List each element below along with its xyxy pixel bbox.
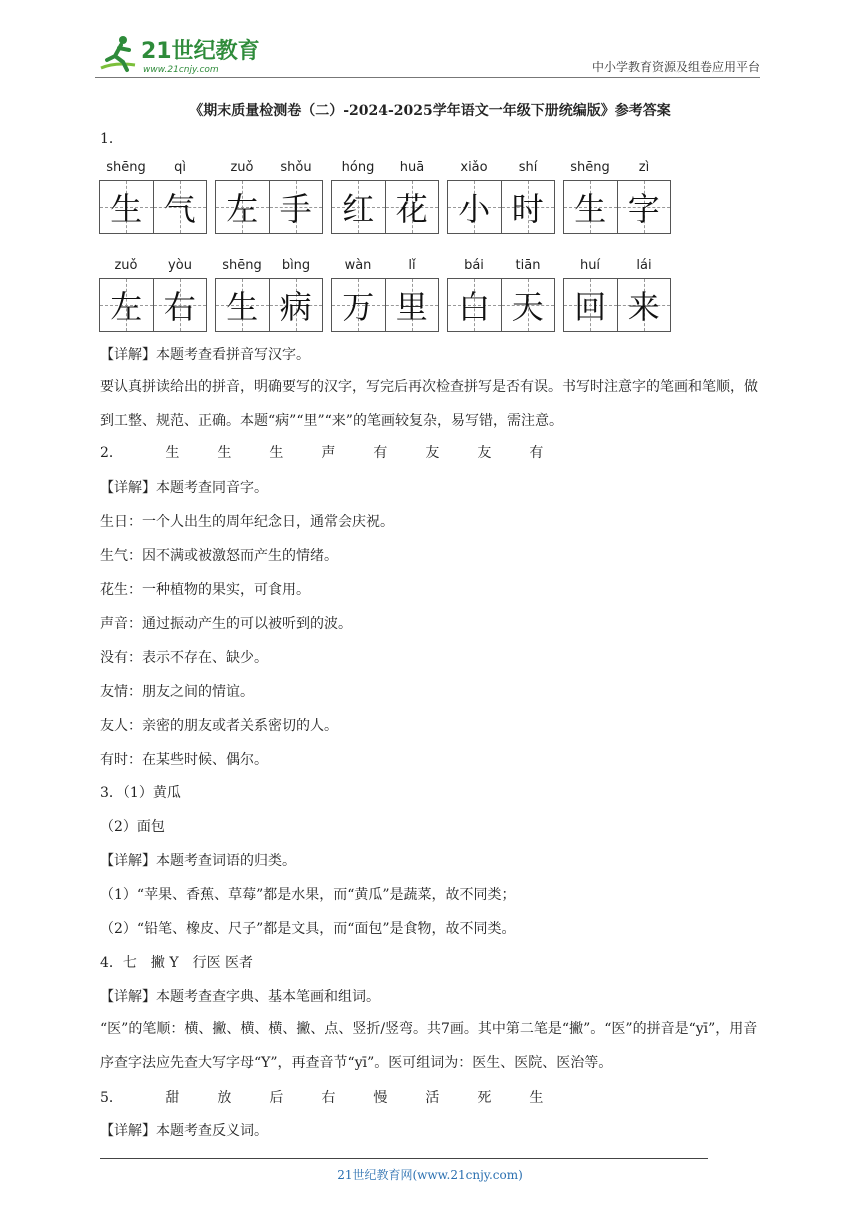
tian-grid-cell	[332, 279, 386, 331]
pinyin-label: bìng	[281, 258, 311, 273]
q2-word-definition: 没有：表示不存在、缺少。	[100, 650, 268, 666]
pinyin-label: shǒu	[280, 160, 312, 175]
q1-number: 1．	[100, 131, 123, 147]
tian-grid-cell	[502, 181, 555, 233]
q2-word-definition: 声音：通过振动产生的可以被听到的波。	[100, 616, 352, 632]
answer-char: 生	[217, 445, 232, 461]
q2-word-definition: 生气：因不满或被激怒而产生的情绪。	[100, 548, 338, 564]
q5-detail: 【详解】本题考查反义词。	[100, 1123, 268, 1139]
hanzi-answer: 左	[226, 190, 259, 228]
tian-grid-cell	[270, 181, 323, 233]
tian-grid-cell	[386, 181, 439, 233]
tian-grid-cell	[564, 279, 618, 331]
q5-answer-line	[100, 1089, 543, 1107]
hanzi-answer: 生	[110, 190, 143, 228]
hanzi-answer: 右	[163, 288, 196, 326]
pinyin-label: lái	[636, 258, 652, 273]
q4-detail: 【详解】本题考查查字典、基本笔画和组词。	[100, 989, 380, 1005]
pinyin-grid-pair	[215, 160, 323, 234]
q2-detail: 【详解】本题考查同音字。	[100, 480, 268, 496]
answer-char: 生	[269, 445, 284, 461]
tian-grid-cell	[100, 279, 154, 331]
pinyin-grid-pair	[447, 258, 555, 332]
q2-word-definition: 生日：一个人出生的周年纪念日，通常会庆祝。	[100, 514, 394, 530]
q5-number: 5．	[100, 1090, 123, 1106]
q3-explain-2: （2）“铅笔、橡皮、尺子”都是文具，而“面包”是食物，故不同类。	[100, 921, 516, 937]
tian-grid-cell	[502, 279, 555, 331]
tian-grid-cell	[448, 181, 502, 233]
hanzi-answer: 字	[627, 190, 660, 228]
hanzi-answer: 红	[342, 190, 375, 228]
pinyin-label: zì	[638, 160, 650, 175]
tian-grid-cell	[332, 181, 386, 233]
tian-grid-cell	[618, 279, 671, 331]
pinyin-grid-pair	[331, 258, 439, 332]
hanzi-answer: 气	[163, 190, 196, 228]
tian-grid-cell	[216, 181, 270, 233]
runner-logo-icon	[95, 32, 265, 76]
answer-char: 有	[373, 445, 388, 461]
hanzi-answer: 时	[511, 190, 544, 228]
tian-grid-cell	[386, 279, 439, 331]
header-divider	[95, 77, 760, 78]
hanzi-answer: 生	[574, 190, 607, 228]
document-title: 《期末质量检测卷（二）-2024-2025学年语文一年级下册统编版》参考答案	[189, 103, 671, 119]
pinyin-label: huí	[579, 258, 601, 273]
answer-char: 友	[477, 445, 492, 461]
pinyin-grid-pair	[99, 258, 207, 332]
answer-char: 甜	[165, 1090, 180, 1106]
q1-detail: 【详解】本题考查看拼音写汉字。	[100, 347, 310, 363]
q1-explanation: 要认真拼读给出的拼音，明确要写的汉字，写完后再次检查拼写是否有误。书写时注意字的笔画和笔顺，做到工整、规范、正确。本题“病”“里”“来”的笔画较复杂，易写错，需注意。	[100, 379, 758, 429]
q2-word-definition: 友人：亲密的朋友或者关系密切的人。	[100, 718, 338, 734]
hanzi-answer: 回	[574, 288, 607, 326]
hanzi-answer: 生	[226, 288, 259, 326]
answer-char: 生	[529, 1090, 544, 1106]
pinyin-label: wàn	[344, 258, 372, 273]
hanzi-answer: 天	[511, 288, 544, 326]
pinyin-label: shēng	[222, 258, 262, 273]
logo-text: 21世纪教育	[141, 39, 260, 64]
page-header	[95, 30, 760, 80]
q2-word-definition: 花生：一种植物的果实，可食用。	[100, 582, 310, 598]
q1-grid-row-2	[99, 258, 671, 332]
hanzi-answer: 来	[627, 288, 660, 326]
pinyin-grid-pair	[215, 258, 323, 332]
tian-grid-cell	[216, 279, 270, 331]
answer-char: 活	[425, 1090, 440, 1106]
q2-answers	[127, 444, 543, 462]
tian-grid-cell	[154, 279, 207, 331]
pinyin-grid-pair	[99, 160, 207, 234]
pinyin-label: zuǒ	[230, 160, 254, 175]
pinyin-label: qì	[174, 160, 186, 175]
tian-grid-cell	[618, 181, 671, 233]
hanzi-answer: 手	[279, 190, 312, 228]
pinyin-grid-pair	[563, 160, 671, 234]
q1-grid-row-1	[99, 160, 671, 234]
pinyin-label: shēng	[106, 160, 146, 175]
q3-answer-2: （2）面包	[100, 819, 165, 835]
hanzi-answer: 花	[395, 190, 428, 228]
pinyin-label: bái	[464, 258, 484, 273]
tian-grid-cell	[448, 279, 502, 331]
pinyin-label: shēng	[570, 160, 610, 175]
pinyin-label: shí	[518, 160, 538, 175]
answer-char: 友	[425, 445, 440, 461]
pinyin-grid-pair	[563, 258, 671, 332]
logo-url: www.21cnjy.com	[143, 65, 219, 75]
q2-word-definition: 有时：在某些时候、偶尔。	[100, 752, 268, 768]
answer-char: 慢	[373, 1090, 388, 1106]
pinyin-label: huā	[399, 160, 425, 175]
answer-char: 声	[321, 445, 336, 461]
answer-char: 放	[217, 1090, 232, 1106]
tian-grid-cell	[564, 181, 618, 233]
pinyin-label: hóng	[341, 160, 375, 175]
answer-char: 生	[165, 445, 180, 461]
pinyin-label: tiān	[515, 258, 541, 273]
q3-explain-1: （1）“苹果、香蕉、草莓”都是水果，而“黄瓜”是蔬菜，故不同类；	[100, 887, 516, 903]
footer-divider	[100, 1158, 708, 1159]
q2-word-definition: 友情：朋友之间的情谊。	[100, 684, 254, 700]
hanzi-answer: 万	[342, 288, 375, 326]
q5-answers	[127, 1089, 543, 1107]
answer-char: 右	[321, 1090, 336, 1106]
pinyin-label: lǐ	[408, 258, 416, 273]
answer-char: 后	[269, 1090, 284, 1106]
hanzi-answer: 小	[458, 190, 491, 228]
hanzi-answer: 左	[110, 288, 143, 326]
answer-char: 有	[529, 445, 544, 461]
pinyin-label: xiǎo	[460, 160, 488, 175]
hanzi-answer: 里	[395, 288, 428, 326]
footer-link[interactable]: 21世纪教育网(www.21cnjy.com)	[337, 1168, 523, 1182]
tian-grid-cell	[100, 181, 154, 233]
q4-explanation: “医”的笔顺：横、撇、横、横、撇、点、竖折/竖弯。共7画。其中第二笔是“撇”。“医”的拼音是“yī”，用音序查字法应先查大写字母“Y”，再查音节“yī”。医可组词为：医生、医院、医治等。	[100, 1021, 758, 1071]
platform-name: 中小学教育资源及组卷应用平台	[591, 60, 760, 74]
q2-answer-line	[100, 444, 543, 462]
q4-answer: 4．七 撇 Y 行医 医者	[100, 955, 254, 971]
hanzi-answer: 白	[458, 288, 491, 326]
pinyin-grid-pair	[447, 160, 555, 234]
q3-detail: 【详解】本题考查词语的归类。	[100, 853, 296, 869]
pinyin-label: yòu	[168, 258, 192, 273]
logo	[95, 32, 265, 76]
q3-answer-1: 3．（1）黄瓜	[100, 785, 181, 801]
tian-grid-cell	[154, 181, 207, 233]
tian-grid-cell	[270, 279, 323, 331]
answer-char: 死	[477, 1090, 492, 1106]
hanzi-answer: 病	[279, 288, 312, 326]
q2-number: 2．	[100, 445, 123, 461]
pinyin-grid-pair	[331, 160, 439, 234]
pinyin-label: zuǒ	[114, 258, 138, 273]
